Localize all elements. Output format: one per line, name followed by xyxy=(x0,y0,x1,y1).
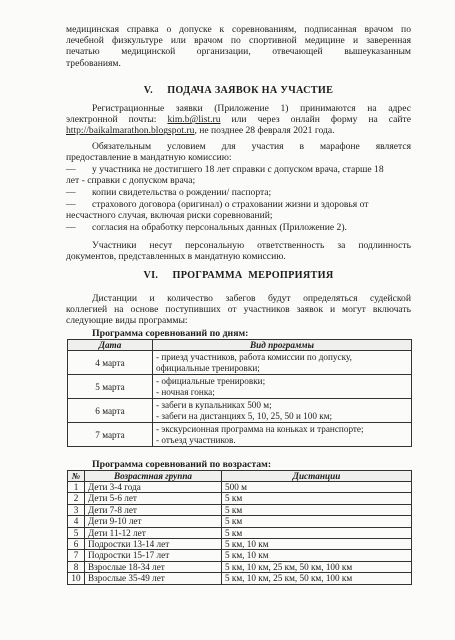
paragraph-line: документов, представленных в мандатную комиссию. xyxy=(66,251,286,263)
table-row xyxy=(68,527,412,538)
list-dash: — xyxy=(66,164,76,175)
distances: 5 км, 10 км, 25 км, 50 км, 100 км xyxy=(222,561,412,572)
list-text: несчастного случая, включая риски соревнований; xyxy=(66,210,273,221)
column-header: Возрастная группа xyxy=(85,471,222,482)
program-item: - забеги в купальниках 500 м; xyxy=(156,399,272,410)
paragraph-line: коллегией на основе поступивших от участников заявок и могут включать xyxy=(66,304,411,316)
section-6-title: VI. ПРОГРАММА МЕРОПРИЯТИЯ xyxy=(143,270,334,281)
list-text: согласия на обработку персональных данных (Приложение 2). xyxy=(92,222,347,233)
email-link[interactable]: kim.b@list.ru xyxy=(167,114,221,126)
row-number: 6 xyxy=(68,539,85,550)
intro-line: требованиям. xyxy=(66,57,121,69)
program-cell xyxy=(153,423,412,447)
list-text: копии свидетельства о рождении/ паспорта; xyxy=(92,187,272,198)
section-5-paragraph-2 xyxy=(66,141,411,163)
ages-table-caption: Программа соревнований по возрастам: xyxy=(92,459,272,470)
intro-paragraph xyxy=(66,24,411,69)
date-cell: 4 марта xyxy=(68,351,153,375)
paragraph-line xyxy=(66,114,411,125)
program-item: - ночная гонка; xyxy=(156,386,215,397)
text: или через онлайн форму на сайте xyxy=(220,114,411,126)
list-dash: — xyxy=(66,187,76,198)
table-row xyxy=(68,573,412,584)
column-header: Дистанции xyxy=(222,471,412,482)
section-5-paragraph-1 xyxy=(66,103,411,137)
program-item: официальные тренировки; xyxy=(156,362,260,373)
program-cell xyxy=(153,399,412,423)
table-row xyxy=(68,539,412,550)
program-item: - отъезд участников. xyxy=(156,434,236,445)
age-group: Дети 11-12 лет xyxy=(85,527,222,538)
site-link[interactable]: http://baikalmarathon.blogspot.ru xyxy=(66,125,195,137)
row-number: 2 xyxy=(68,493,85,504)
paragraph-line: следующие виды программы: xyxy=(66,315,188,327)
age-group: Взрослые 35-49 лет xyxy=(85,573,222,584)
paragraph-line: Дистанции и количество забегов будут определяться судейской xyxy=(92,293,411,304)
paragraph-line xyxy=(66,125,411,136)
distances: 5 км xyxy=(222,516,412,527)
distances: 500 м xyxy=(222,482,412,493)
program-cell xyxy=(153,375,412,399)
table-row xyxy=(68,375,412,399)
column-header: № xyxy=(68,471,85,482)
row-number: 10 xyxy=(68,573,85,584)
age-group: Подростки 15-17 лет xyxy=(85,550,222,561)
age-group: Дети 3-4 года xyxy=(85,482,222,493)
list-text: лет - справки с допуском врача; xyxy=(66,175,196,186)
days-table-caption: Программа соревнований по дням: xyxy=(92,328,249,339)
row-number: 8 xyxy=(68,561,85,572)
list-text: у участника не достигшего 18 лет справки с допуском врача, старше 18 xyxy=(92,164,384,175)
paragraph-line: предоставление в мандатную комиссию: xyxy=(66,152,232,164)
table-row xyxy=(68,493,412,504)
list-dash: — xyxy=(66,199,76,210)
intro-line: лечебной физкультуре или врачом по спортивной медицине и заверенная xyxy=(66,35,411,47)
distances: 5 км, 10 км xyxy=(222,539,412,550)
date-cell: 5 марта xyxy=(68,375,153,399)
age-group: Дети 5-6 лет xyxy=(85,493,222,504)
program-cell xyxy=(153,351,412,375)
row-number: 4 xyxy=(68,516,85,527)
table-row xyxy=(68,423,412,447)
paragraph-line: Участники несут персональную ответственность за подлинность xyxy=(92,240,411,251)
distances: 5 км, 10 км xyxy=(222,550,412,561)
age-group: Дети 7-8 лет xyxy=(85,504,222,515)
row-number: 7 xyxy=(68,550,85,561)
intro-line: медицинская справка о допуске к соревнованиям, подписанная врачом по xyxy=(66,24,411,35)
section-6-paragraph-1 xyxy=(66,293,411,327)
paragraph-line: Обязательным условием для участия в марафоне является xyxy=(92,141,411,152)
list-dash: — xyxy=(66,222,76,233)
paragraph-line: Регистрационные заявки (Приложение 1) принимаются на адрес xyxy=(92,103,411,114)
column-header: Вид программы xyxy=(153,340,412,351)
program-item: - официальные тренировки; xyxy=(156,375,266,386)
text: электронной почты: xyxy=(66,114,168,126)
age-group: Подростки 13-14 лет xyxy=(85,539,222,550)
intro-line: печатью медицинской организации, отвечающей вышеуказанным xyxy=(66,46,411,58)
row-number: 5 xyxy=(68,527,85,538)
table-header-row xyxy=(68,340,412,351)
text: , не позднее 28 февраля 2021 года. xyxy=(194,125,335,137)
section-5-title: V. ПОДАЧА ЗАЯВОК НА УЧАСТИЕ xyxy=(143,85,334,96)
table-row xyxy=(68,550,412,561)
table-row xyxy=(68,561,412,572)
table-row xyxy=(68,351,412,375)
age-group: Дети 9-10 лет xyxy=(85,516,222,527)
section-5-paragraph-3 xyxy=(66,240,411,262)
row-number: 3 xyxy=(68,504,85,515)
column-header: Дата xyxy=(68,340,153,351)
age-groups-table xyxy=(67,470,412,585)
program-item: - забеги на дистанциях 5, 10, 25, 50 и 100 км; xyxy=(156,410,333,421)
list-text: страхового договора (оригинал) о страховании жизни и здоровья от xyxy=(92,199,369,210)
days-schedule-table xyxy=(67,339,412,447)
table-row xyxy=(68,516,412,527)
table-row xyxy=(68,504,412,515)
distances: 5 км, 10 км, 25 км, 50 км, 100 км xyxy=(222,573,412,584)
distances: 5 км xyxy=(222,504,412,515)
row-number: 1 xyxy=(68,482,85,493)
date-cell: 7 марта xyxy=(68,423,153,447)
table-row xyxy=(68,482,412,493)
date-cell: 6 марта xyxy=(68,399,153,423)
distances: 5 км xyxy=(222,527,412,538)
age-group: Взрослые 18-34 лет xyxy=(85,561,222,572)
program-item: - приезд участников, работа комиссии по допуску, xyxy=(156,351,352,362)
distances: 5 км xyxy=(222,493,412,504)
table-header-row xyxy=(68,471,412,482)
program-item: - экскурсионная программа на коньках и транспорте; xyxy=(156,423,364,434)
table-row xyxy=(68,399,412,423)
